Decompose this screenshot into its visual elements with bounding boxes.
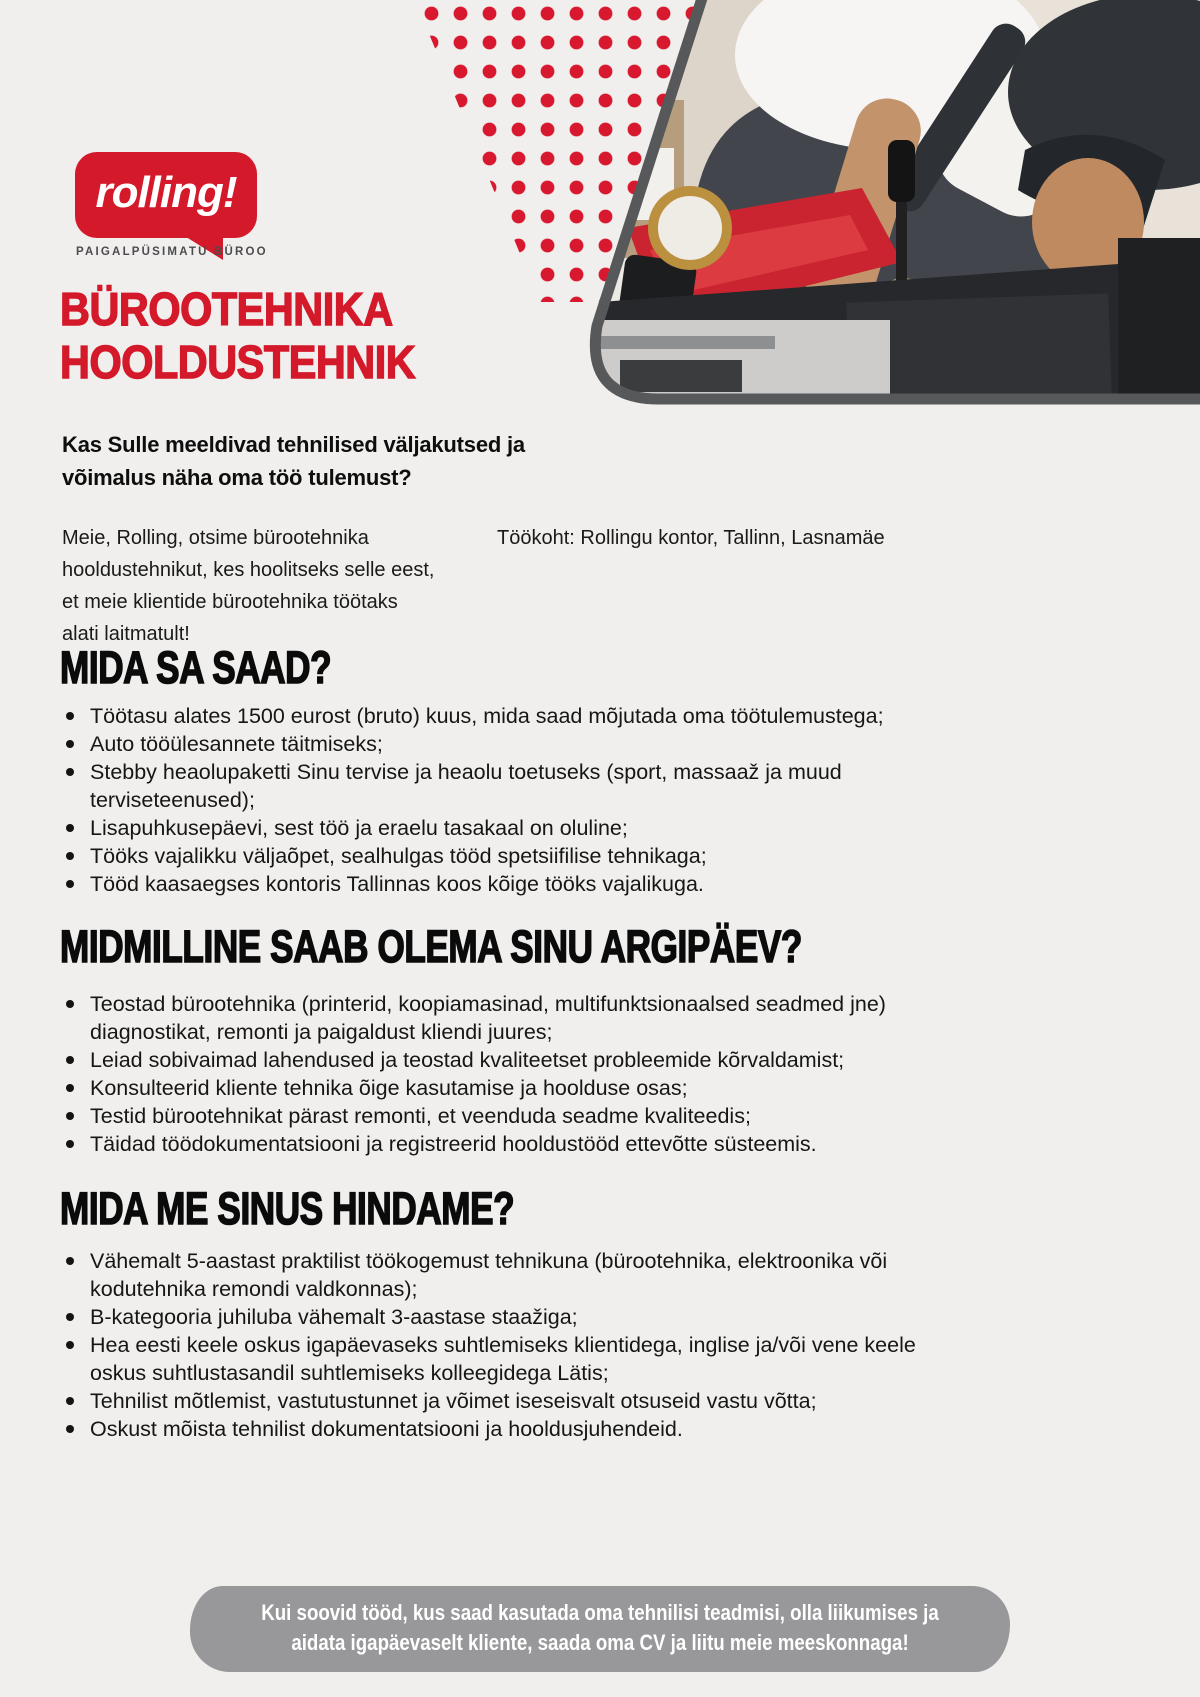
- list-item-text: Testid bürootehnikat pärast remonti, et veenduda seadme kvaliteedis;: [90, 1104, 751, 1128]
- logo-text: rolling!: [95, 168, 237, 217]
- intro-question-line1: Kas Sulle meeldivad tehnilised väljakutsed ja: [62, 432, 525, 457]
- list-item-text: Töötasu alates 1500 eurost (bruto) kuus, mida saad mõjutada oma töötulemustega;: [90, 704, 884, 728]
- benefits-list: [60, 702, 960, 898]
- intro-question: [62, 428, 525, 494]
- daily-work-list: [60, 990, 960, 1158]
- page-title-line1: BÜROOTEHNIKA: [60, 283, 393, 335]
- footer-badge-text: [260, 1598, 940, 1658]
- bullet-dot: [66, 1140, 74, 1148]
- bullet-dot: [66, 768, 74, 776]
- list-item-text: Tööd kaasaegses kontoris Tallinnas koos kõige tööks vajalikuga.: [90, 872, 704, 896]
- page-title-line2: HOOLDUSTEHNIK: [60, 336, 416, 388]
- bullet-dot: [66, 1425, 74, 1433]
- list-item: [60, 1331, 940, 1387]
- bullet-dot: [66, 1056, 74, 1064]
- requirements-list: [60, 1247, 960, 1443]
- list-item: [60, 814, 940, 842]
- bullet-dot: [66, 1112, 74, 1120]
- intro-line: alati laitmatult!: [62, 623, 190, 645]
- workplace-info: Töökoht: Rollingu kontor, Tallinn, Lasnamäe: [497, 527, 885, 549]
- photo-scene: [555, 0, 1200, 405]
- list-item: [60, 990, 940, 1046]
- bullet-dot: [66, 740, 74, 748]
- bullet-dot: [66, 1257, 74, 1265]
- list-item: [60, 1415, 940, 1443]
- list-item: [60, 842, 940, 870]
- bullet-dot: [66, 852, 74, 860]
- list-item: [60, 1130, 940, 1158]
- footer-badge-line2: aidata igapäevaselt kliente, saada oma CV ja liitu meie meeskonnaga!: [291, 1630, 909, 1655]
- list-item: [60, 702, 940, 730]
- intro-line: et meie klientide bürootehnika töötaks: [62, 591, 398, 613]
- list-item-text: Stebby heaolupaketti Sinu tervise ja heaolu toetuseks (sport, massaaž ja muud terviseteenused);: [90, 760, 842, 812]
- list-item-text: Täidad töödokumentatsiooni ja registreerid hooldustööd ettevõtte süsteemis.: [90, 1132, 817, 1156]
- section-heading-daily-work: MIDMILLINE SAAB OLEMA SINU ARGIPÄEV?: [60, 921, 802, 972]
- list-item-text: Oskust mõista tehnilist dokumentatsiooni ja hooldusjuhendeid.: [90, 1417, 683, 1441]
- list-item: [60, 730, 940, 758]
- list-item: [60, 1303, 940, 1331]
- section-heading-requirements: MIDA ME SINUS HINDAME?: [60, 1183, 515, 1234]
- intro-line: Meie, Rolling, otsime bürootehnika: [62, 527, 369, 549]
- bullet-dot: [66, 1397, 74, 1405]
- list-item: [60, 1247, 940, 1303]
- logo-tagline: PAIGALPÜSIMATU BÜROO: [76, 246, 268, 258]
- list-item-text: Tööks vajalikku väljaõpet, sealhulgas tööd spetsiifilise tehnikaga;: [90, 844, 707, 868]
- list-item-text: Tehnilist mõtlemist, vastutustunnet ja võimet iseseisvalt otsuseid vastu võtta;: [90, 1389, 817, 1413]
- intro-question-line2: võimalus näha oma töö tulemust?: [62, 465, 412, 490]
- list-item-text: Hea eesti keele oskus igapäevaseks suhtlemiseks klientidega, inglise ja/või vene keele oskus suhtlustasandil suhtlemiseks kolleegidega Lätis;: [90, 1333, 916, 1385]
- list-item-text: Leiad sobivaimad lahendused ja teostad kvaliteetset probleemide kõrvaldamist;: [90, 1048, 845, 1072]
- list-item: [60, 1387, 940, 1415]
- rolling-logo: [75, 152, 257, 238]
- bullet-dot: [66, 1341, 74, 1349]
- bullet-dot: [66, 1313, 74, 1321]
- list-item: [60, 758, 940, 814]
- bullet-dot: [66, 824, 74, 832]
- list-item-text: Teostad bürootehnika (printerid, koopiamasinad, multifunktsionaalsed seadmed jne) diagnostikat, remonti ja paigaldust kliendi juures;: [90, 992, 886, 1044]
- footer-badge: [190, 1586, 1010, 1672]
- section-heading-benefits: MIDA SA SAAD?: [60, 642, 332, 693]
- list-item-text: Auto tööülesannete täitmiseks;: [90, 732, 383, 756]
- intro-line: hooldustehnikut, kes hoolitseks selle eest,: [62, 559, 435, 581]
- list-item-text: B-kategooria juhiluba vähemalt 3-aastase staažiga;: [90, 1305, 578, 1329]
- list-item: [60, 1102, 940, 1130]
- list-item: [60, 1046, 940, 1074]
- intro-paragraph: [62, 522, 434, 650]
- list-item-text: Lisapuhkusepäevi, sest töö ja eraelu tasakaal on oluline;: [90, 816, 628, 840]
- list-item: [60, 1074, 940, 1102]
- bullet-dot: [66, 1084, 74, 1092]
- list-item-text: Vähemalt 5-aastast praktilist töökogemust tehnikuna (bürootehnika, elektroonika või kodutehnika remondi valdkonnas);: [90, 1249, 888, 1301]
- bullet-dot: [66, 1000, 74, 1008]
- list-item: [60, 870, 940, 898]
- bullet-dot: [66, 880, 74, 888]
- footer-badge-line1: Kui soovid tööd, kus saad kasutada oma tehnilisi teadmisi, olla liikumises ja: [261, 1600, 939, 1625]
- page-title: [60, 283, 415, 389]
- list-item-text: Konsulteerid kliente tehnika õige kasutamise ja hoolduse osas;: [90, 1076, 688, 1100]
- bullet-dot: [66, 712, 74, 720]
